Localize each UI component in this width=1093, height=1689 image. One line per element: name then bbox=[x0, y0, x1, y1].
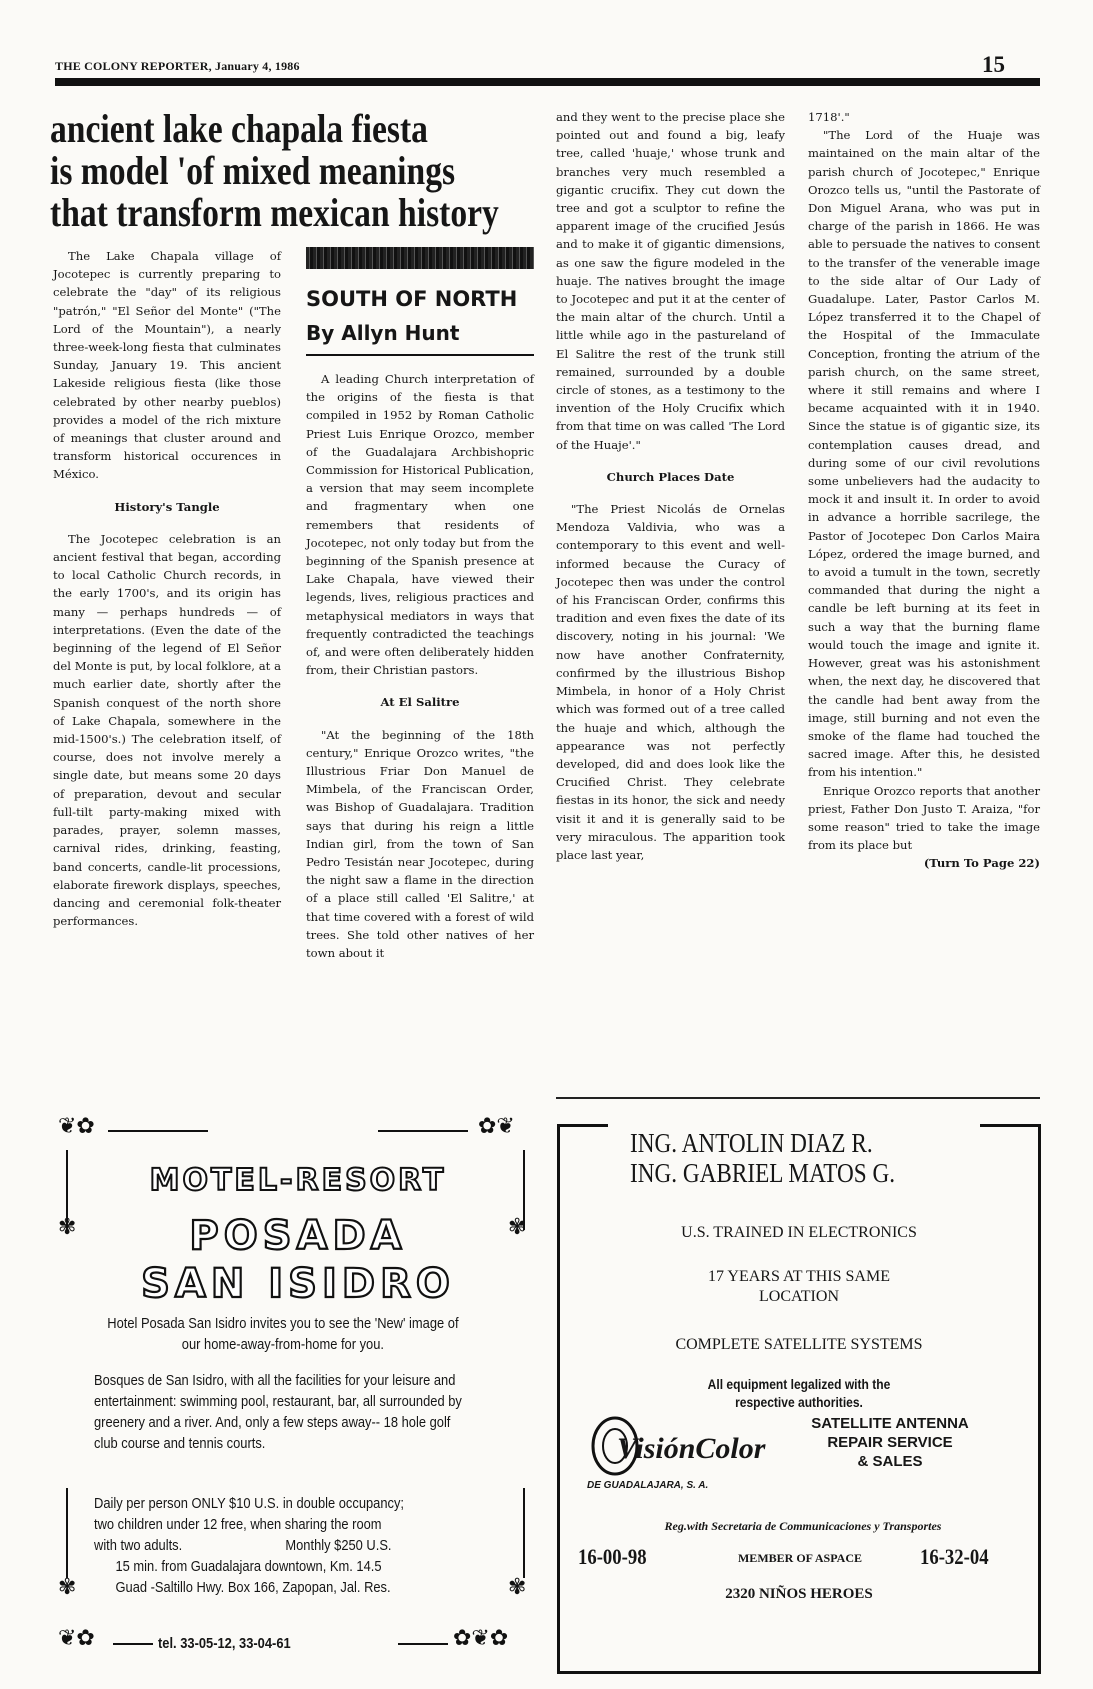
paragraph: and they went to the precise place she pointed out and found a big, leafy tree, called 'huaje,' whose trunk and branches very much resembled a gigantic crucifix. They cut down the tree and got a sculptor to refine the apparent image of the crucified Jesús and to make it of gigantic dimensions, as one saw the figure modeled in the huaje. The natives brought the image to Jocotepec and put it at the center of the main altar of the church. Until a little while ago in the pastureland of El Salitre the rest of the trunk still remained, surrounded by a double circle of stones, as a testimony to the invention of the Holy Crucifix which from that time on was called 'The Lord of the Huaje'." bbox=[556, 110, 785, 452]
paragraph: "At the beginning of the 18th century," Enrique Orozco writes, "the Illustrious Friar Don Manuel de Mimbela, of the Franciscan Order, was Bishop of Guadalajara. Tradition says that during his reign a little Indian girl, from the town of San Pedro Tesistán near Jocotepec, during the night saw a flame in the direction of a place still called 'El Salitre,' at that time covered with a forest of wild trees. She told other natives of her town about it bbox=[306, 727, 534, 961]
headline-line: is model 'of mixed meanings bbox=[50, 148, 456, 193]
continuation-note: (Turn To Page 22) bbox=[923, 856, 1040, 871]
ad-pricing bbox=[94, 1493, 494, 1598]
paragraph: The Jocotepec celebration is an ancient festival that began, according to local Catholic Church records, in the early 1700's, and its origin has many — perhaps hundreds — of interpretations. (Even the date of the beginning of the legend of El Señor del Monte is put, by local folklore, at a much earlier date, shortly after the Spanish conquest of the north shore of Lake Chapala, somewhere in the mid-1500's.) The celebration itself, of course, does not involve merely a single date, but means some 20 days of preparation, devout and secular full-tilt party-making mixed with parades, prayer, solemn masses, carnival rides, drinking, feasting, band concerts, candle-lit processions, elaborate firework displays, speeches, dancing and ceremonial folk-theater performances. bbox=[53, 531, 281, 929]
ornament-rule bbox=[113, 1643, 153, 1645]
ornament-rule bbox=[378, 1130, 468, 1132]
electronics-advertisement bbox=[557, 1124, 1041, 1674]
ad-intro: Hotel Posada San Isidro invites you to see the 'New' image of our home-away-from-home for you. bbox=[107, 1315, 459, 1353]
border-rule bbox=[980, 1124, 1038, 1127]
monthly-price: Monthly $250 U.S. bbox=[285, 1537, 392, 1554]
logo-wordmark: VisiónColor bbox=[617, 1432, 766, 1465]
paragraph: "The Lord of the Huaje was maintained on the main altar of the parish church of Jocotepec," Enrique Orozco tells us, "until the Pastorate of Don Miguel Arana, who was put in charge of the parish in 1866. He was able to persuade the natives to consent to the transfer of the venerable image to the side altar of Our Lady of Guadalupe. Later, Pastor Carlos M. López transferred it to the Chapel of the Hospital of the Immaculate Conception, fronting the atrium of the parish church, on the same street, where it still remains and where I became acquainted with it in 1940. Since the statue is of gigantic size, its contemplation causes dread, and during some of our civil revolutions some unbelievers had the audacity to mock it and insult it. In order to avoid in advance a horrible sacrilege, the Pastor of Jocotepec Don Carlos Maira López, ordered the image burned, and to avoid a tumult in the town, secretly commanded that during the night a candle be left burning at its feet in such a way that the burning flame would touch the image and ignite it. However, great was his astonishment when, the next day, he discovered that the candle had bent away from the image, still burning and not even the smoke of the flame had touched the sacred image. After this, he desisted from his intention." bbox=[808, 128, 1040, 780]
flower-icon: ✾ bbox=[58, 1575, 77, 1600]
repair-line: SATELLITE ANTENNA bbox=[811, 1415, 969, 1432]
engineer-name: ING. GABRIEL MATOS G. bbox=[630, 1158, 896, 1188]
flower-icon: ✾ bbox=[508, 1575, 527, 1600]
ad-repair bbox=[775, 1414, 1005, 1471]
ornament-icon: ❦✿ bbox=[58, 1114, 95, 1139]
section-rule bbox=[556, 1097, 1040, 1099]
paragraph: "The Priest Nicolás de Ornelas Mendoza Valdivia, who was a contemporary to this event and well-informed because the Curacy of Jocotepec then was under the control of his Franciscan Order, confirms this tradition and even fixes the date of its discovery, noting in his journal: 'We now have another Confraternity, confirmed by the illustrious Bishop Mimbela, in honor of a Holy Christ which was formed out of a tree called the huaje and which, although the appearance was not perfectly developed, did and does look like the Crucified Christ. They celebrate fiestas in its honor, the sick and needy visit it and it is generally said to be very miraculous. The apparition took place last year, bbox=[556, 502, 785, 862]
ad-title: MOTEL-RESORT bbox=[149, 1163, 447, 1198]
ornament-icon: ✿❦ bbox=[478, 1114, 515, 1139]
page-number: 15 bbox=[982, 52, 1005, 77]
ad-address: 2320 NIÑOS HEROES bbox=[725, 1586, 873, 1602]
motel-advertisement bbox=[58, 1114, 533, 1680]
banner-rule bbox=[306, 354, 534, 356]
paragraph: A leading Church interpretation of the origins of the fiesta is that compiled in 1952 by Roman Catholic Priest Luis Enrique Orozco, member of the Guadalajara Archbishopric Commission for Historical Publication, a version that may seem incomplete and fragmentary when one remembers that residents of Jocotepec, not only today but from the beginning of the Spanish presence at Lake Chapala, have viewed their legends, lives, religious practices and metaphysical mediators in ways that frequently contradicted the teachings of, and were often deliberately hidden from, their Christian pastors. bbox=[306, 372, 534, 678]
ad-title: POSADA bbox=[189, 1213, 407, 1259]
visioncolor-logo bbox=[587, 1414, 766, 1499]
ornament-icon: ❦✿ bbox=[58, 1626, 95, 1651]
price-line: two children under 12 free, when sharing the room bbox=[94, 1516, 382, 1533]
phone-number: 16-00-98 bbox=[578, 1544, 647, 1569]
subhead: At El Salitre bbox=[380, 695, 460, 710]
ad-telephone: tel. 33-05-12, 33-04-61 bbox=[158, 1635, 291, 1652]
banner-texture bbox=[306, 247, 534, 269]
article-column-4 bbox=[808, 108, 1040, 873]
ornament-rule bbox=[523, 1488, 525, 1578]
ad-years: LOCATION bbox=[759, 1288, 839, 1305]
ornament-rule bbox=[108, 1130, 208, 1132]
ad-description: Bosques de San Isidro, with all the facilities for your leisure and entertainment: swimming pool, restaurant, bar, all surrounded by greenery and a river. And, only a few steps away-- 18 hole golf club course and tennis courts. bbox=[94, 1372, 462, 1452]
price-text: with two adults. bbox=[94, 1537, 183, 1554]
subhead: History's Tangle bbox=[114, 499, 220, 514]
masthead-rule bbox=[55, 78, 1040, 86]
ornament-icon: ✿❦✿ bbox=[453, 1626, 509, 1651]
flower-icon: ✾ bbox=[58, 1215, 77, 1240]
headline-line: ancient lake chapala fiesta bbox=[50, 106, 428, 151]
paragraph: The Lake Chapala village of Jocotepec is currently preparing to celebrate the "day" of its religious "patrón," "El Señor del Monte" ("The Lord of the Mountain"), a nearly three-week-long fiesta that culminates Sunday, January 19. This ancient Lakeside religious fiesta (like those celebrated by other nearby pueblos) provides a model of the rich mixture of meanings that cluster around and transform historical occurences in México. bbox=[53, 249, 281, 482]
price-line: Daily per person ONLY $10 U.S. in double occupancy; bbox=[94, 1495, 405, 1512]
border-rule bbox=[560, 1124, 608, 1127]
repair-line: & SALES bbox=[857, 1453, 923, 1470]
ad-trained: U.S. TRAINED IN ELECTRONICS bbox=[681, 1224, 917, 1241]
price-line bbox=[94, 1535, 494, 1556]
ad-title: SAN ISIDRO bbox=[141, 1261, 455, 1307]
ad-names bbox=[630, 1128, 895, 1188]
repair-line: REPAIR SERVICE bbox=[827, 1434, 953, 1451]
phone-number: 16-32-04 bbox=[920, 1544, 989, 1569]
paragraph: Enrique Orozco reports that another priest, Father Don Justo T. Araiza, "for some reason" tried to take the image from its place but bbox=[808, 783, 1040, 853]
membership: MEMBER OF ASPACE bbox=[737, 1551, 862, 1565]
ornament-rule bbox=[398, 1643, 448, 1645]
column-section-title: SOUTH OF NORTH bbox=[306, 287, 518, 311]
article-headline bbox=[50, 108, 537, 234]
ad-legal: respective authorities. bbox=[735, 1394, 863, 1410]
masthead bbox=[55, 52, 1005, 77]
location-line: Guad -Saltillo Hwy. Box 166, Zapopan, Jal. Res. bbox=[115, 1579, 391, 1596]
ornament-rule bbox=[66, 1488, 68, 1578]
byline: By Allyn Hunt bbox=[306, 321, 460, 345]
ad-phones bbox=[560, 1544, 1038, 1574]
subhead: Church Places Date bbox=[606, 469, 735, 484]
publication-date: THE COLONY REPORTER, January 4, 1986 bbox=[55, 59, 300, 73]
flower-icon: ✾ bbox=[508, 1215, 527, 1240]
engineer-name: ING. ANTOLIN DIAZ R. bbox=[630, 1128, 873, 1158]
ad-systems: COMPLETE SATELLITE SYSTEMS bbox=[675, 1336, 923, 1353]
logo-subtext: DE GUADALAJARA, S. A. bbox=[587, 1480, 709, 1491]
column-banner bbox=[306, 247, 534, 361]
ad-legal: All equipment legalized with the bbox=[707, 1376, 891, 1392]
article-column-3 bbox=[556, 108, 785, 864]
ad-years: 17 YEARS AT THIS SAME bbox=[708, 1268, 890, 1285]
ad-registration: Reg.with Secretaria de Communicaciones y Transportes bbox=[664, 1519, 942, 1533]
article-column-1 bbox=[53, 247, 281, 930]
location-line: 15 min. from Guadalajara downtown, Km. 14.5 bbox=[115, 1558, 382, 1575]
article-column-2 bbox=[306, 370, 534, 962]
paragraph: 1718'." bbox=[808, 110, 850, 124]
headline-line: that transform mexican history bbox=[50, 190, 499, 235]
